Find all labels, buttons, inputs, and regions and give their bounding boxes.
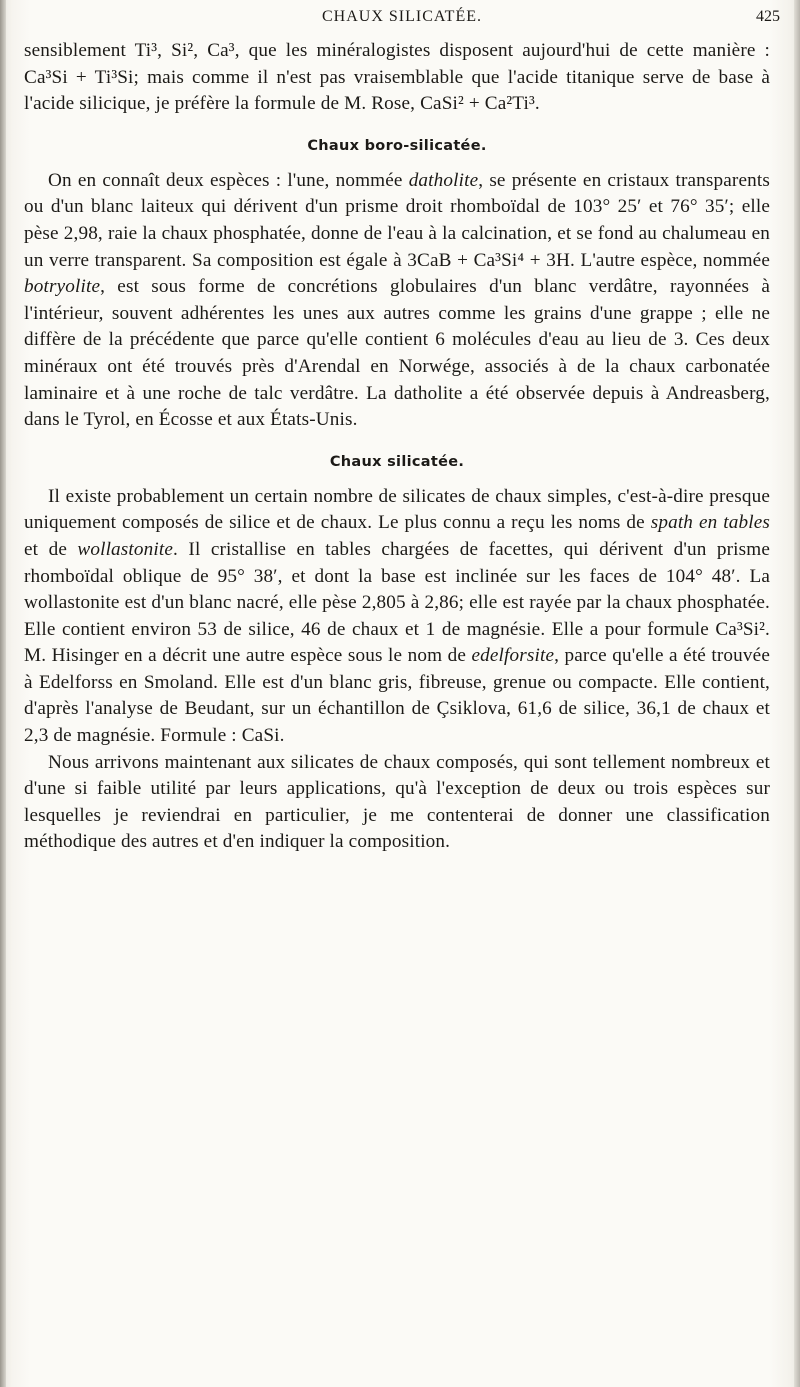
text-run: , se présente en cristaux transparents ou d'un blanc laiteux qui dérivent d'un prisme droit rhomboïdal de 103° 25′ et 76° 35′; elle pèse 2,98, raie la chaux phosphatée, donne de l'eau à la calcination, et se fond au chalumeau en un verre transparent. Sa composition est égale à 3CaB + Ca³Si⁴ + 3H. L'autre espèce, nommée: [24, 169, 770, 271]
page-left-edge: [0, 0, 6, 1387]
paragraph-silicatee: [24, 484, 770, 750]
page-right-edge: [794, 0, 800, 1387]
page-number: 425: [756, 8, 780, 25]
section-heading-boro-silicatee: Chaux boro-silicatée.: [307, 137, 487, 154]
text-run: et de: [24, 538, 78, 560]
section-heading-silicatee: Chaux silicatée.: [329, 453, 465, 470]
term-spath-en-tables: spath en tables: [650, 512, 770, 534]
text-run: Il existe probablement un certain nombre de silicates de chaux simples, c'est-à-dire presque uniquement composés de silice et de chaux. Le plus connu a reçu les noms de: [24, 485, 770, 534]
term-wollastonite: wollastonite: [77, 538, 174, 560]
running-title: CHAUX SILICATÉE.: [322, 8, 482, 25]
paragraph-boro-silicatee: [24, 168, 770, 434]
paragraph-composes: Nous arrivons maintenant aux silicates de chaux composés, qui sont tellement nombreux et d'une si faible utilité par leurs applications, qu'à l'exception de deux ou trois espèces sur lesquelles je reviendrai en particulier, je me contenterai de donner une classification méthodique des autres et d'en indiquer la composition.: [24, 751, 770, 853]
paragraph-continuation: sensiblement Ti³, Si², Ca³, que les minéralogistes disposent aujourd'hui de cette manière : Ca³Si + Ti³Si; mais comme il n'est pas vraisemblable que l'acide titanique serve de base à l'acide silicique, je préfère la formule de M. Rose, CaSi² + Ca²Ti³.: [24, 40, 770, 115]
text-run: , est sous forme de concrétions globulaires d'un blanc verdâtre, rayonnées à l'intérieur, souvent adhérentes les unes aux autres comme les grains d'une grappe ; elle ne diffère de la précédente que parce qu'elle contient 6 molécules d'eau au lieu de 3. Ces deux minéraux ont été trouvés près d'Arendal en Norwége, associés à de la chaux carbonatée laminaire et à une roche de talc verdâtre. La datholite a été observée depuis à Andreasberg, dans le Tyrol, en Écosse et aux États-Unis.: [24, 276, 770, 431]
term-botryolite: botryolite: [24, 276, 101, 298]
text-run: . Il cristallise en tables chargées de facettes, qui dérivent d'un prisme rhomboïdal oblique de 95° 38′, et dont la base est inclinée sur les faces de 104° 48′. La wollastonite est d'un blanc nacré, elle pèse 2,805 à 2,86; elle est rayée par la chaux phosphatée. Elle contient environ 53 de silice, 46 de chaux et 1 de magnésie. Elle a pour formule Ca³Si². M. Hisinger en a décrit une autre espèce sous le nom de: [24, 538, 770, 667]
term-edelforsite: edelforsite: [471, 645, 555, 667]
page-header: [24, 8, 780, 36]
text-run: , parce qu'elle a été trouvée à Edelforss en Smoland. Elle est d'un blanc gris, fibreuse, grenue ou compacte. Elle contient, d'après l'analyse de Beudant, sur un échantillon de Çsiklova, 61,6 de silice, 36,1 de chaux et 2,3 de magnésie. Formule : CaSi.: [24, 645, 770, 747]
body-text: [24, 38, 770, 856]
text-run: On en connaît deux espèces : l'une, nommée: [48, 169, 409, 191]
term-datholite: datholite: [408, 169, 479, 191]
